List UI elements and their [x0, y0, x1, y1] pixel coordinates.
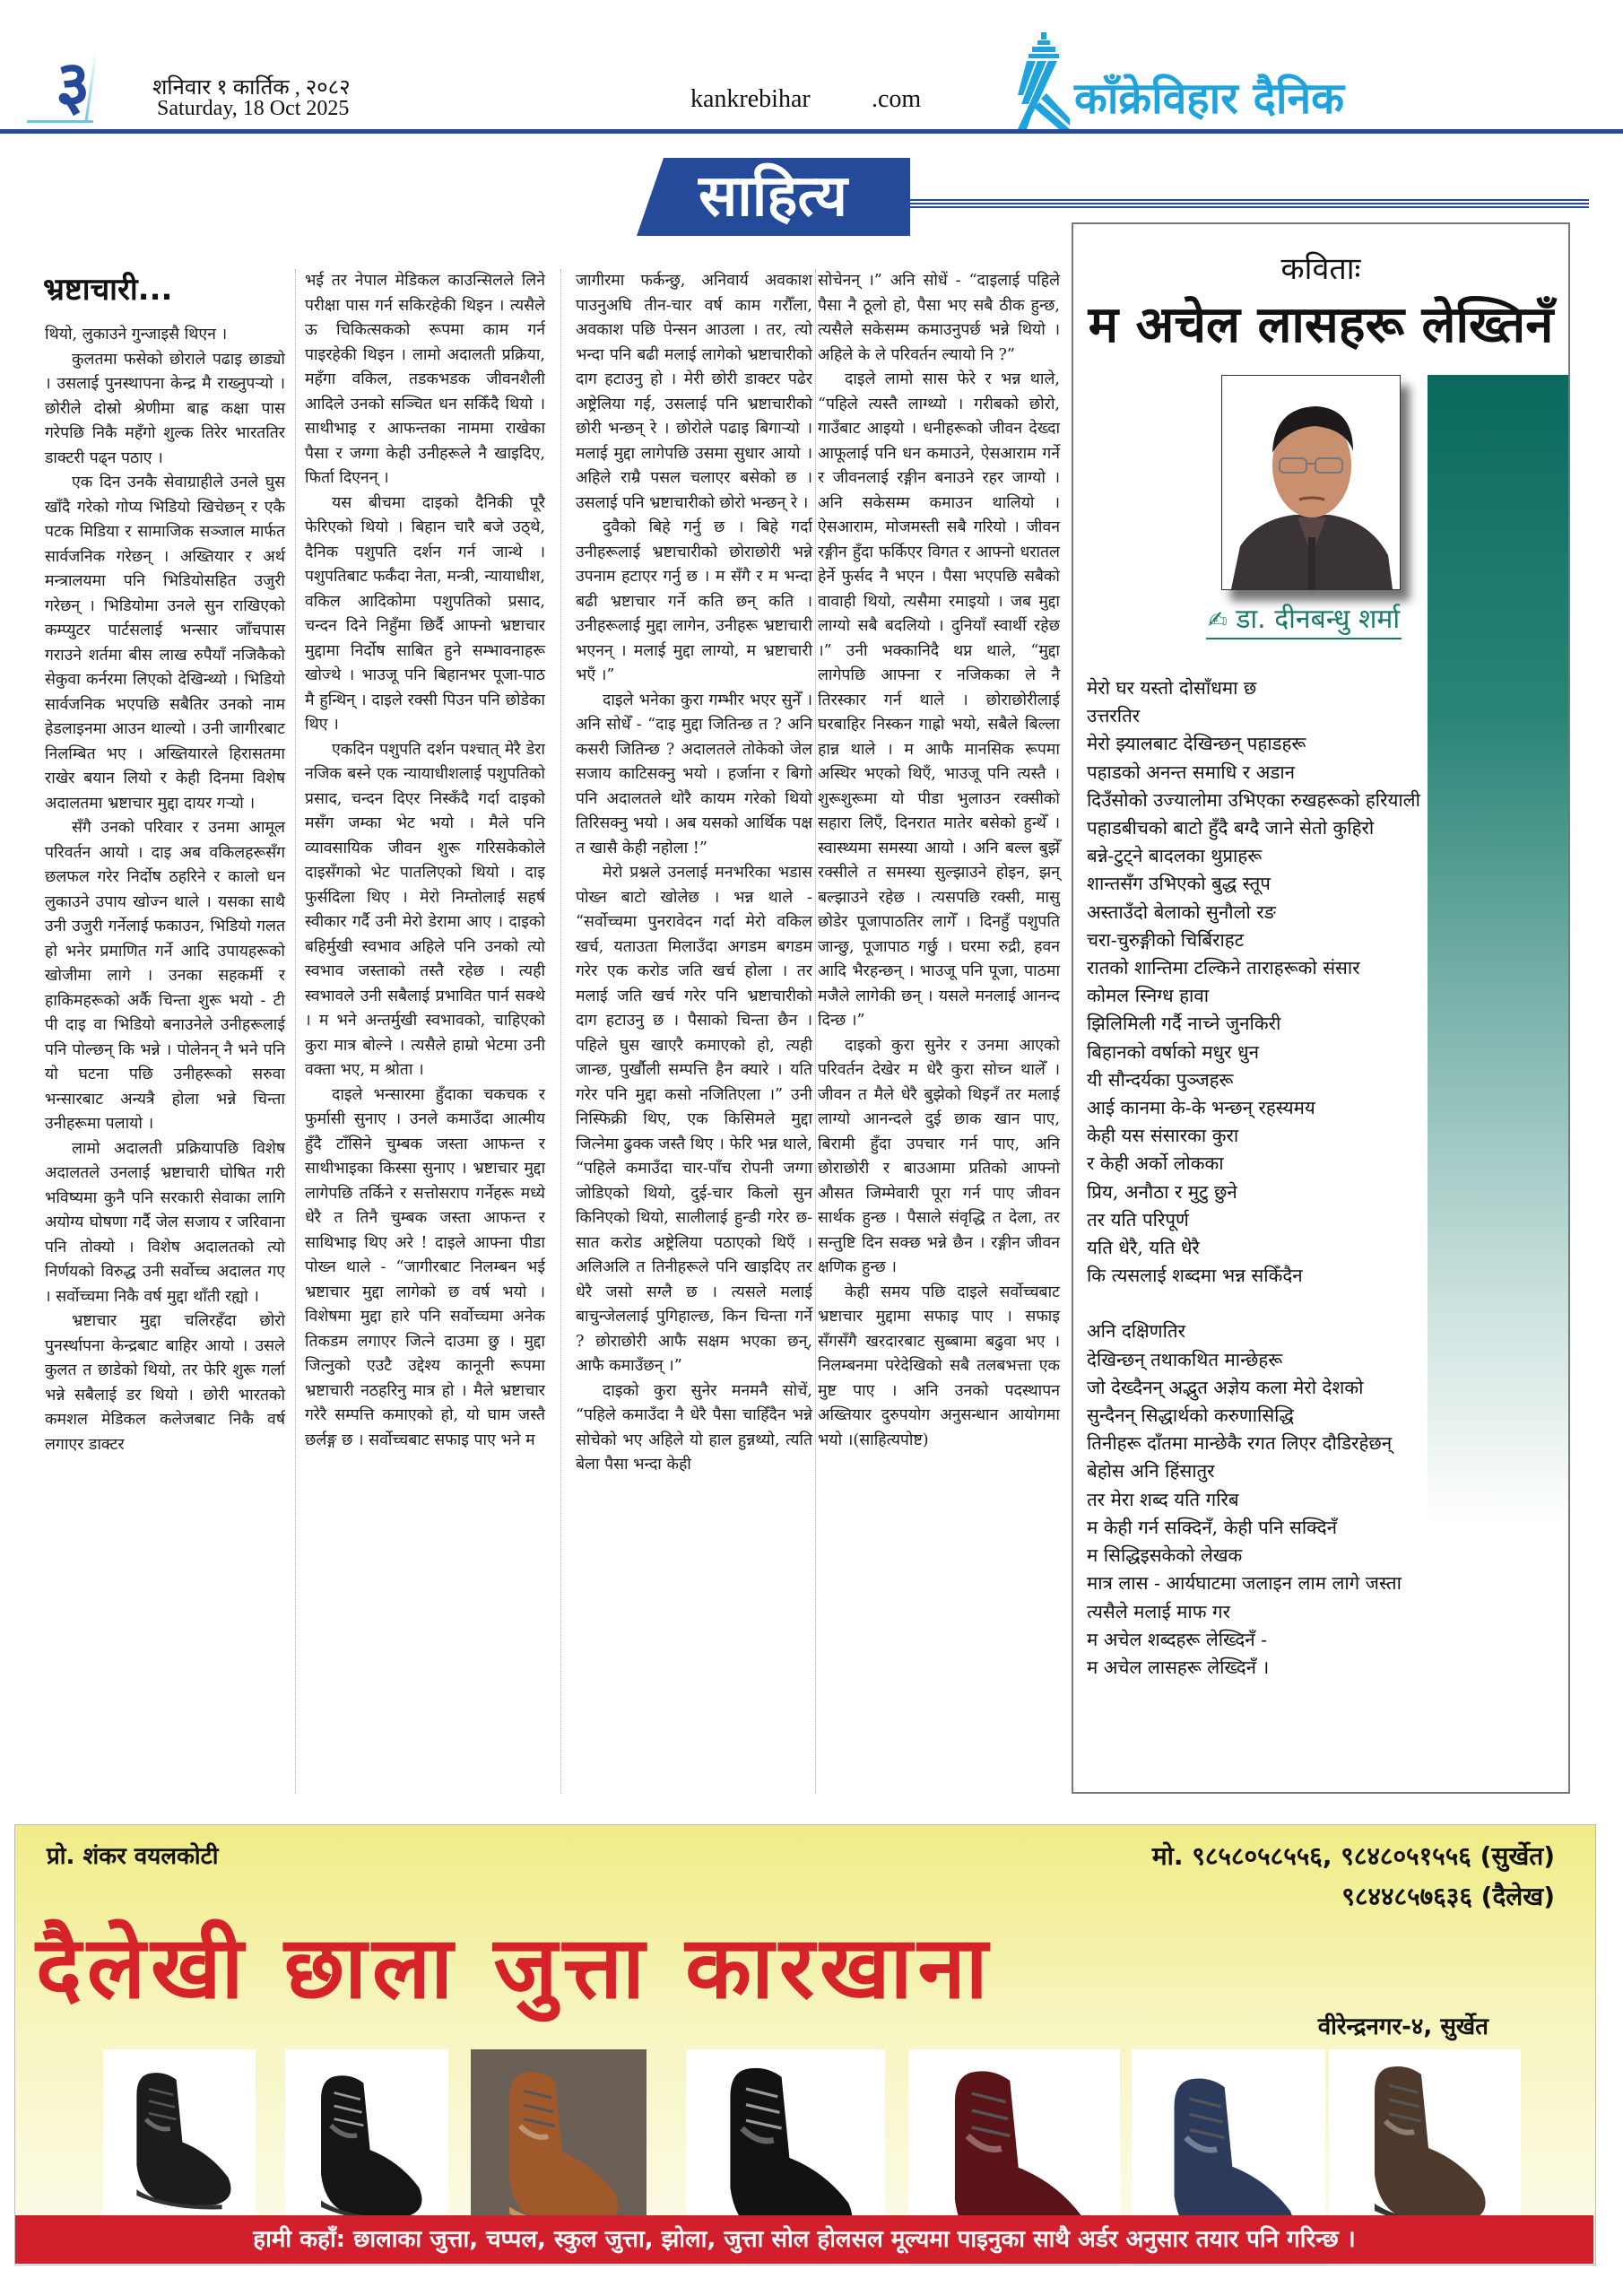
poem-line: तिनीहरू दाँतमा मान्छेकै रगत लिएर दौडिरहेछन् — [1087, 1432, 1393, 1455]
poem-line: शान्तसँग उभिएको बुद्ध स्तूप — [1087, 873, 1271, 895]
article-paragraph: दुवैको बिहे गर्नु छ । बिहे गर्दा उनीहरूलाई भ्रष्टाचारीको छोराछोरी भन्ने उपनाम हटाएर गर्नु छ । म सँगै र म भन्दा बढी भ्रष्टाचार गर्ने कति छन् कति । उनीहरूलाई मुद्दा लागेन, उनीहरू भ्रष्टाचारी भएनन् । मलाई मुद्दा लाग्यो, म भ्रष्टाचारी भएँ ।” — [576, 518, 812, 684]
column-divider — [815, 269, 816, 1794]
shoe-shape — [285, 2049, 448, 2234]
poem-line: तर मेरा शब्द यति गरिब — [1087, 1488, 1239, 1510]
article-paragraph: सोचेनन् ।” अनि सोधें - “दाइलाई पहिले पैसा नै ठूलो हो, पैसा भए सबै ठीक हुन्छ, त्यसैले सकेसम्म कमाउनुपर्छ भन्ने थियो । अहिले के ले परिवर्तन ल्यायो नि ?” — [818, 272, 1060, 364]
article-paragraph: एक दिन उनकै सेवाग्राहीले उनले घुस खाँदै गरेको गोप्य भिडियो खिचेछन् र एकै पटक मिडिया र सामाजिक सञ्जाल मार्फत सार्वजनिक गरेछन् । अख्तियार र अर्थ मन्त्रालयमा पनि भिडियोसहित उजुरी गरेछन् । भिडियोमा उनले सुन राखिएको कम्प्युटर पार्टसलाई भन्सार जाँचपास गराउने शर्तमा बीस लाख रुपैयाँ नजिकैको सेकुवा कर्नरमा लिएको देखिन्थ्यो । भिडियो सार्वजनिक भएपछि सबैतिर उनको नाम हेडलाइनमा आउन थाल्यो । उनी जागीरबाट निलम्बित भए । अख्तियारले हिरासतमा राखेर बयान लियो र केही दिनमा विशेष अदालतमा भ्रष्टाचार मुद्दा दायर गऱ्यो । — [45, 474, 285, 813]
article-paragraph: थियो, लुकाउने गुन्जाइसै थिएन । — [45, 326, 228, 344]
website-link[interactable]: kankrebihar — [690, 85, 811, 113]
shoe-shape — [471, 2049, 647, 2238]
poem-line: झिलिमिली गर्दै नाच्ने जुनकिरी — [1087, 1013, 1281, 1035]
author-portrait-icon — [1222, 376, 1400, 589]
article-paragraph: एकदिन पशुपति दर्शन पश्चात् मेरै डेरा नजिक बस्ने एक न्यायाधीशलाई पशुपतिको प्रसाद, चन्दन दिएर निस्कँदै गर्दा दाइको मसँग जम्का भेट भयो । मैले पनि व्यावसायिक जीवन शुरू गरिसकेकोले दाइसँगको भेट पातलिएको थियो । दाइ फुर्सदिला थिए । मेरो निम्तोलाई सहर्ष स्वीकार गर्दै उनी मेरो डेरामा आए । दाइको बहिर्मुखी स्वभाव अहिले पनि उनको त्यो स्वभाव जस्ताको तस्तै रहेछ । त्यही स्वभावले उनी सबैलाई प्रभावित पार्न सक्थे । म भने अन्तर्मुखी स्वभावको, चाहिएको कुरा मात्र बोल्ने । त्यसैले हाम्रो भेटमा उनी वक्ता भए, म श्रोता । — [305, 740, 545, 1079]
page-number: ३ — [56, 47, 91, 124]
black-buckle-shoe-icon — [285, 2049, 448, 2234]
poem-kicker: कविताः — [1280, 251, 1361, 287]
poem-line: बन्ने-टुट्ने बादलका थुप्राहरू — [1087, 845, 1263, 867]
article-paragraph: दाइको कुरा सुनेर र उनमा आएको परिवर्तन देखेर म धेरै कुरा सोच्न थालेँ । जीवन त मैले धेरै बुझेको थिइनँ तर मलाई लाग्यो आनन्दले दुई छाक खान पाए, बिरामी हुँदा उपचार गर्न पाए, अनि छोराछोरी र बाउआमा प्रतिको आफ्नो औसत जिम्मेवारी पूरा गर्न पाए जीवन सार्थक हुन्छ । पैसाले संवृद्धि त देला, तर सन्तुष्टि दिन सक्छ भन्ने छैन । रङ्गीन जीवन क्षणिक हुन्छ । — [818, 1036, 1060, 1276]
ad-address: वीरेन्द्रनगर-४, सुर्खेत — [1317, 2013, 1488, 2040]
poem-line: प्रिय, अनौठा र मुटु छुने — [1087, 1180, 1237, 1203]
poem-line: यति धेरै, यति धेरै — [1087, 1237, 1200, 1259]
poem-line: चरा-चुरुङ्गीको चिर्बिराहट — [1087, 928, 1245, 951]
poem-line: बेहोस अनि हिंसातुर — [1087, 1460, 1215, 1483]
header-divider — [0, 129, 1623, 134]
poem-line: त्यसैले मलाई माफ गर — [1087, 1600, 1230, 1622]
article-title: भ्रष्टाचारी... — [43, 272, 173, 308]
article-paragraph: यस बीचमा दाइको दैनिकी पूरै फेरिएको थियो । बिहान चारै बजे उठ्थे, दैनिक पशुपति दर्शन गर्न जान्थे । पशुपतिबाट फर्कँदा नेता, मन्त्री, न्यायाधीश, वकिल आदिकोमा पशुपतिको प्रसाद, चन्दन दिने निहुँमा छिर्दै आफ्नो भ्रष्टाचार मुद्दामा निर्दोष साबित हुने सम्भावनाहरू खोज्थे । भाउजू पनि बिहानभर पूजा-पाठ मै हुन्थिन् । दाइले रक्सी पिउन पनि छोडेका थिए । — [305, 493, 545, 734]
poem-line: दिउँसोको उज्यालोमा उभिएका रुखहरूको हरियाली — [1087, 788, 1420, 811]
poem-author-byline — [1206, 599, 1402, 639]
shoe-shape — [103, 2049, 256, 2220]
poem-line: मेरो झ्यालबाट देखिन्छन् पहाडहरू — [1087, 733, 1306, 755]
poem-line: जो देख्दैनन् अद्भुत अज्ञेय कला मेरो देशको — [1087, 1376, 1364, 1398]
poem-line: रातको शान्तिमा टल्किने ताराहरूको संसार — [1087, 957, 1360, 979]
article-paragraph: भ्रष्टाचार मुद्दा चलिरहँदा छोरो पुनर्स्थापना केन्द्रबाट बाहिर आयो । उसले कुलत त छाडेको थियो, तर फेरि शुरू गर्ला भन्ने सबैलाई डर थियो । छोरी भारतको कमशल मेडिकल कलेजबाट निकै वर्ष लगाएर डाक्टर — [45, 1312, 285, 1454]
date-english: Saturday, 18 Oct 2025 — [157, 97, 350, 120]
poem-line: कि त्यसलाई शब्दमा भन्न सकिँदैन — [1087, 1265, 1303, 1287]
poem-line: तर यति परिपूर्ण — [1087, 1208, 1189, 1231]
poem-line: र केही अर्को लोकका — [1087, 1152, 1224, 1175]
article-column-4 — [818, 269, 1060, 1453]
poem-line: मेरो घर यस्तो दोसाँधमा छ — [1087, 677, 1257, 699]
poem-title: म अचेल लासहरू लेख्तिनँ — [1088, 296, 1554, 354]
tan-lace-up-shoe-icon — [471, 2049, 647, 2238]
poem-line: देखिन्छन् तथाकथित मान्छेहरू — [1087, 1348, 1283, 1370]
poem-line: कोमल स्निग्ध हावा — [1087, 985, 1210, 1007]
article-column-3 — [576, 269, 812, 1478]
article-column-1 — [45, 323, 285, 1457]
newspaper-logo-icon — [1018, 32, 1070, 129]
brown-brogue-shoe-icon — [1329, 2049, 1521, 2229]
article-paragraph: लामो अदालती प्रक्रियापछि विशेष अदालतले उनलाई भ्रष्टाचारी घोषित गरी भविष्यमा कुनै पनि सरकारी सेवाका लागि अयोग्य घोषणा गर्दै जेल सजाय र जरिवाना पनि तोक्यो । विशेष अदालतको त्यो निर्णयको विरुद्ध उनी सर्वोच्च अदालत गए । सर्वोच्चमा निकै वर्ष मुद्दा थाँती रह्यो । — [45, 1139, 285, 1306]
section-title: साहित्य — [698, 163, 848, 230]
article-paragraph: दाइले लामो सास फेरे र भन्न थाले, “पहिले त्यस्तै लाग्थ्यो । गरीबको छोरो, गाउँबाट आइयो । धनीहरूको जीवन देख्दा आफूलाई पनि धन कमाउने, ऐसआराम गर्ने र जीवनलाई रङ्गीन बनाउने रहर जाग्यो । अनि सकेसम्म कमाउन थालियो । ऐसआराम, मोजमस्ती सबै गरियो । जीवन रङ्गीन हुँदा फर्किएर विगत र आफ्नो धरातल हेर्ने फुर्सद नै भएन । पैसा भएपछि सबैको वावाही थियो, त्यसैमा रमाइयो । जब मुद्दा लाग्यो सबै बदलियो । दुनियाँ स्वार्थी रहेछ ।” उनी भक्कानिदै थप्न थाले, “मुद्दा लागेपछि आफ्ना र नजिकका ले नै तिरस्कार गर्न थाले । छोराछोरीलाई घरबाहिर निस्कन गाह्रो भयो, सबैले बिल्ला हान्न थाले । म आफै मानसिक रूपमा अस्थिर भएको थिएँ, भाउजू पनि त्यस्तै । शुरूशुरूमा यो पीडा भुलाउन रक्सीको सहारा लिएँ, दिनरात मातेर बसेको हुन्थेँ । स्वास्थ्यमा समस्या आयो । अनि बल्ल बुझेँ रक्सीले त समस्या सुल्झाउने होइन, झन् बल्झाउने रहेछ । त्यसपछि रक्सी, मासु छोडेर पूजापाठतिर लागेँ । दिनहुँ पशुपति जान्छु, पूजापाठ गर्छु । घरमा रुद्री, हवन आदि भैरहन्छन् । भाउजू पनि पूजा, पाठमा मजैले लागेकी छन् । यसले मनलाई आनन्द दिन्छ ।” — [818, 370, 1060, 1030]
article-paragraph: दाइले भनेका कुरा गम्भीर भएर सुनेँ । अनि सोधेँ - “दाइ मुद्दा जितिन्छ त ? अनि कसरी जितिन्छ ? अदालतले तोकेको जेल सजाय काटिसक्नु भयो । हर्जाना र बिगो पनि अदालतले थोरै कायम गरेको थियो तिरिसक्नु भयो । अब यसको आर्थिक पक्ष त खासै केही नहोला !” — [576, 691, 812, 857]
article-paragraph: भई तर नेपाल मेडिकल काउन्सिलले लिने परीक्षा पास गर्न सकिरहेकी थिइन । त्यसैले ऊ चिकित्सकको रूपमा काम गर्न पाइरहेकी थिइन । लामो अदालती प्रक्रिया, महँगा वकिल, तडकभडक जीवनशैली आदिले उनको सञ्चित धन सकिँदै थियो । साथीभाइ र आफन्तका नाममा राखेका पैसा र जग्गा केही उनीहरूले नै खाइदिए, फिर्ता दिएनन् । — [305, 272, 545, 487]
poem-line: म अचेल शब्दहरू लेख्दिनँ - — [1087, 1628, 1268, 1650]
poem-line: म अचेल लासहरू लेख्दिनँ । — [1087, 1656, 1270, 1678]
ad-business-name: दैलेखी छाला जुत्ता कारखाना — [36, 1918, 994, 2018]
newspaper-logo-text: काँक्रेविहार दैनिक — [1074, 74, 1344, 124]
poem-line: उत्तरतिर — [1087, 705, 1141, 727]
poem-author: डा. दीनबन्धु शर्मा — [1236, 604, 1401, 635]
website-tld[interactable]: .com — [872, 85, 922, 113]
poem-line: म सिद्धिइसकेको लेखक — [1087, 1544, 1243, 1567]
poem-line: आई कानमा के-के भन्छन् रहस्यमय — [1087, 1097, 1315, 1119]
shoe-shape — [1329, 2049, 1521, 2229]
article-paragraph: दाइको कुरा सुनेर मनमनै सोचें, “पहिले कमाउँदा नै धेरै पैसा चाहिँदैन भन्ने सोचेको भए अहिले यो हाल हुन्नथ्यो, त्यति बेला पैसा भन्दा केही — [576, 1381, 812, 1474]
poem-line: केही यस संसारका कुरा — [1087, 1125, 1239, 1147]
writing-hand-icon: ✍ — [1208, 607, 1228, 634]
ad-phone-dailekh: ९८४४८५७६३६ (दैलेख) — [1341, 1882, 1555, 1911]
poem-line: अस्ताउँदो बेलाको सुनौलो रङ — [1087, 900, 1276, 923]
article-paragraph: मेरो प्रश्नले उनलाई मनभरिका भडास पोख्न बाटो खोलेछ । भन्न थाले - “सर्वोच्चमा पुनरावेदन गर्दा मेरो वकिल खर्च, यताउता मिलाउँदा अगडम बगडम गरेर एक करोड जति खर्च होला । तर मलाई जति खर्च गरेर पनि भ्रष्टाचारीको दाग हटाउनु छ । पैसाको चिन्ता छैन । पहिले घुस खाएरै कमाएको हो, त्यही जान्छ, पुर्खौली सम्पत्ति हैन क्यारे । यति गरेर पनि मुद्दा कसो नजितिएला ।” उनी निस्फिक्री थिए, एक किसिमले मुद्दा जित्नेमा ढुक्क जस्तै थिए । फेरि भन्न थाले, “पहिले कमाउँदा चार-पाँच रोपनी जग्गा जोडिएको थियो, दुई-चार किलो सुन किनिएको थियो, सालीलाई हुन्डी गरेर छ-सात करोड अष्ट्रेलिया पठाएको थिएँ । अलिअलि त तिनीहरूले पनि खाइदिए तर धेरै जसो सग्लै छ । त्यसले मलाई बाचुन्जेललाई पुगिहाल्छ, किन चिन्ता गर्ने ? छोराछोरी आफै सक्षम भएका छन्, आफै कमाउँछन् ।” — [576, 864, 812, 1375]
column-divider — [560, 269, 561, 1794]
poem-line: म केही गर्न सक्दिनँ, केही पनि सक्दिनँ — [1087, 1516, 1338, 1538]
article-column-2 — [305, 269, 545, 1453]
poem-line: पहाडबीचको बाटो हुँदै बग्दै जाने सेतो कुहिरो — [1087, 817, 1375, 839]
ad-proprietor: प्रो. शंकर वयलकोटी — [47, 1843, 219, 1870]
poem-body — [1087, 674, 1420, 1682]
decorative-teal-band — [1428, 375, 1568, 1523]
poem-line: अनि दक्षिणतिर — [1087, 1320, 1185, 1343]
ad-phone-surkhet: मो. ९८५८०५८५५६, ९८४८०५१५५६ (सुर्खेत) — [1151, 1841, 1555, 1871]
article-paragraph: कुलतमा फसेको छोराले पढाइ छाड्यो । उसलाई पुनस्थापना केन्द्र मै राख्नुपऱ्यो । छोरीले दोस्रो श्रेणीमा बाह्र कक्षा पास गरेपछि निकै महँगो शुल्क तिरेर भारततिर डाक्टरी पढ्न पठाए । — [45, 350, 285, 467]
poem-line: सुन्दैनन् सिद्धार्थको करुणासिद्धि — [1087, 1405, 1294, 1427]
poem-line: मात्र लास - आर्यघाटमा जलाइन लाम लागे जस्ता — [1087, 1572, 1402, 1595]
black-derby-shoe-icon — [103, 2049, 256, 2220]
column-divider — [295, 269, 296, 1794]
article-paragraph: केही समय पछि दाइले सर्वोच्चबाट भ्रष्टाचार मुद्दामा सफाइ पाए । सफाइ सँगसँगै खरदारबाट सुब्बामा बढुवा भए । निलम्बनमा परेदेखिको सबै तलबभत्ता एक मुष्ट पाए । अनि उनको पदस्थापन अख्तियार दुरुपयोग अनुसन्धान आयोगमा भयो ।(साहित्यपोष्ट) — [818, 1283, 1060, 1449]
author-photo — [1221, 375, 1401, 590]
article-paragraph: सँगै उनको परिवार र उनमा आमूल परिवर्तन आयो । दाइ अब वकिलहरूसँग छलफल गरेर निर्दोष ठहरिने र कालो धन लुकाउने उपाय खोज्न थाले । यसका साथै उनी उजुरी गर्नेलाई फकाउन, भिडियो गलत हो भनेर प्रमाणित गर्ने आदि उपायहरूको खोजीमा लागे । उनका सहकर्मी र हाकिमहरूको अर्कै चिन्ता शुरू भयो - टी पी दाइ वा भिडियो बनाउनेले उनीहरूलाई पनि पोल्छन् कि भन्ने । पोलेनन् नै भने पनि यो घटना पछि उनीहरूको सरुवा भन्सारबाट अन्यत्रै होला भन्ने चिन्ता उनीहरूमा पलायो । — [45, 819, 285, 1133]
poem-line: बिहानको वर्षाको मधुर धुन — [1087, 1040, 1260, 1063]
article-paragraph: जागीरमा फर्कन्छु, अनिवार्य अवकाश पाउनुअघि तीन-चार वर्ष काम गरौँला, अवकाश पछि पेन्सन आउला । तर, त्यो भन्दा पनि बढी मलाई लागेको भ्रष्टाचारीको दाग हटाउनु हो । मेरी छोरी डाक्टर पढेर अष्ट्रेलिया गई, उसलाई पनि भ्रष्टाचारीको छोरी भन्छन् रे । छोरोले पढाइ बिगाऱ्यो । मलाई मुद्दा लागेपछि उसमा सुधार आयो । अहिले राम्रै पसल चलाएर बसेको छ । उसलाई पनि भ्रष्टाचारीको छोरो भन्छन् रे । — [576, 272, 812, 512]
poem-line: पहाडको अनन्त समाधि र अडान — [1087, 761, 1296, 783]
article-paragraph: दाइले भन्सारमा हुँदाका चकचक र फुर्मासी सुनाए । उनले कमाउँदा आत्मीय हुँदै टाँसिने चुम्बक जस्ता आफन्त र साथीभाइका किस्सा सुनाए । भ्रष्टाचार मुद्दा लागेपछि तर्किने र सत्तोसराप गर्नेहरू मध्ये धेरै त तिनै चुम्बक जस्ता आफन्त र साथिभाइ थिए अरे ! दाइले आफ्ना पीडा पोख्न थाले - “जागीरबाट निलम्बन भई भ्रष्टाचार मुद्दा लागेको छ वर्ष भयो । विशेषमा मुद्दा हारे पनि सर्वोच्चमा अनेक तिकडम लगाएर जित्ने दाउमा छु । मुद्दा जित्नुको एउटै उद्देश्य कानूनी रूपमा भ्रष्टाचारी नठहरिनु मात्र हो । मैले भ्रष्टाचार गरेरै सम्पत्ति कमाएको हो, यो घाम जस्तै छर्लङ्ग छ । सर्वोच्चबाट सफाइ पाए भने म — [305, 1085, 545, 1449]
poem-line: यी सौन्दर्यका पुञ्जहरू — [1087, 1068, 1234, 1091]
ad-tagline: हामी कहाँ: छालाका जुत्ता, चप्पल, स्कुल जुत्ता, झोला, जुत्ता सोल होलसल मूल्यमा पाइनुका साथै अर्डर अनुसार तयार पनि गरिन्छ । — [253, 2226, 1356, 2253]
date-nepali: शनिवार १ कार्तिक , २०८२ — [152, 76, 351, 100]
section-rule — [910, 199, 1589, 208]
stanza-break — [1087, 1290, 1420, 1318]
